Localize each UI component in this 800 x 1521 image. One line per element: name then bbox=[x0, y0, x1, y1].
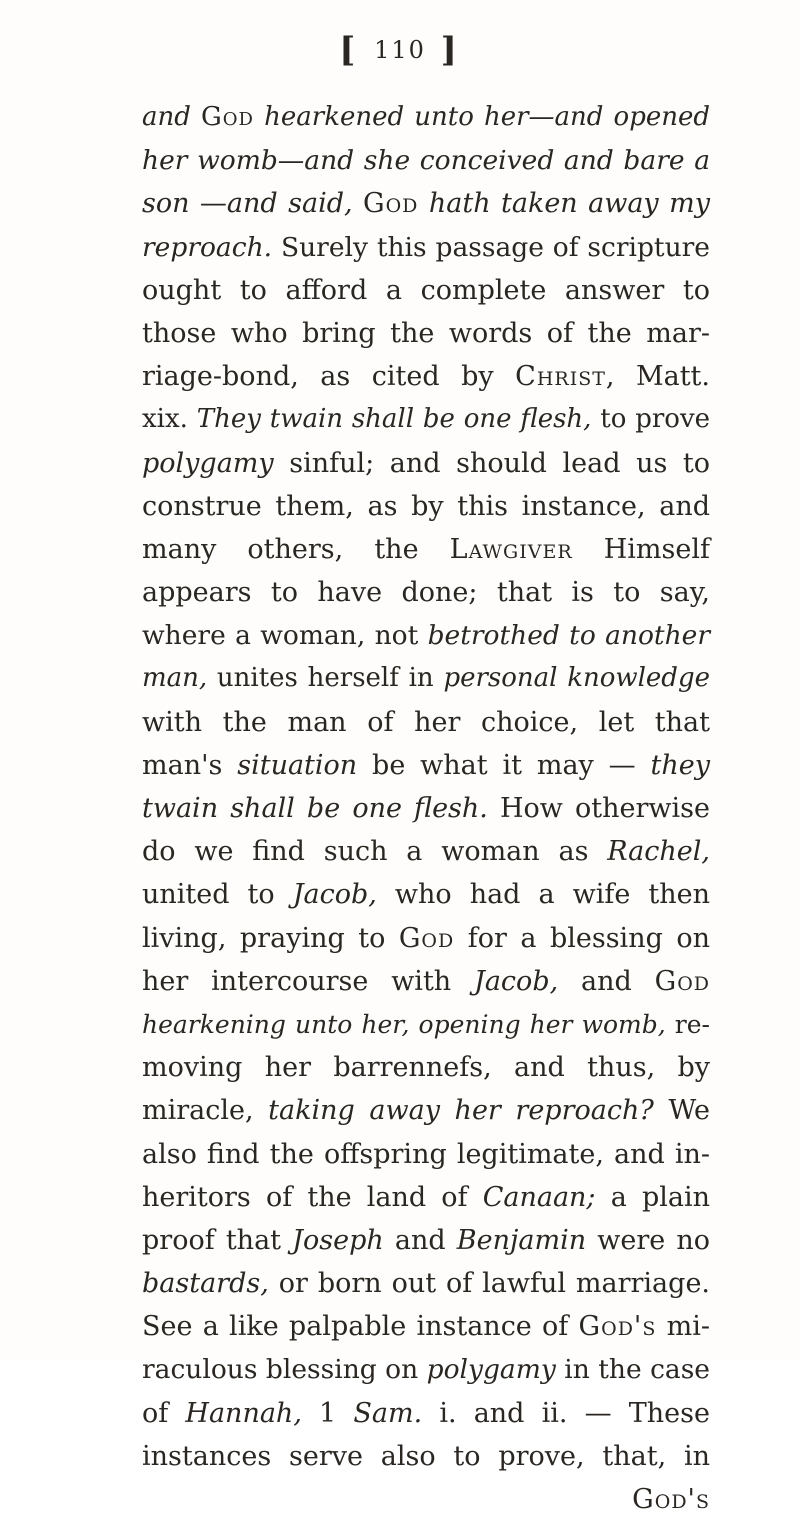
italic-text: Jacob, bbox=[474, 965, 559, 997]
small-caps-text: God bbox=[363, 188, 419, 220]
plain-text: construe them, as by this instance, and bbox=[142, 490, 710, 522]
plain-text: moving her barrennefs, and thus, by bbox=[142, 1052, 710, 1084]
text-line bbox=[142, 1478, 710, 1521]
italic-text: betrothed to another bbox=[427, 620, 710, 652]
italic-text: Canaan; bbox=[482, 1181, 596, 1213]
plain-text: and bbox=[383, 1224, 457, 1256]
text-line bbox=[142, 355, 710, 398]
italic-text: personal knowledge bbox=[443, 663, 710, 694]
plain-text: Himself bbox=[572, 533, 710, 565]
text-line bbox=[142, 528, 710, 571]
text-line bbox=[142, 1133, 710, 1176]
text-line bbox=[142, 657, 710, 700]
text-line bbox=[142, 269, 710, 312]
plain-text: united to bbox=[142, 879, 293, 911]
plain-text: who had a wife then bbox=[376, 879, 710, 911]
text-line bbox=[142, 1089, 710, 1132]
plain-text: also find the offspring legitimate, and in- bbox=[142, 1138, 710, 1170]
plain-text: do we find such a woman as bbox=[142, 836, 608, 868]
small-caps-text: God's bbox=[578, 1311, 657, 1343]
plain-text bbox=[191, 102, 201, 132]
italic-text: son —and said, bbox=[142, 188, 353, 220]
plain-text: heritors of the land of bbox=[142, 1181, 483, 1213]
text-line bbox=[142, 830, 710, 873]
plain-text: her intercourse with bbox=[142, 965, 475, 997]
plain-text: ought to afford a complete answer to bbox=[142, 274, 710, 306]
text-line bbox=[142, 96, 710, 139]
plain-text: a plain bbox=[595, 1181, 710, 1213]
plain-text: , Matt. bbox=[605, 361, 710, 393]
header-close-bracket: ] bbox=[440, 30, 461, 70]
plain-text: riage-bond, as cited by bbox=[142, 361, 516, 393]
italic-text: Jacob, bbox=[292, 879, 377, 911]
text-line bbox=[142, 139, 710, 182]
plain-text: appears to have done; that is to say, bbox=[142, 577, 710, 609]
italic-text: and bbox=[142, 102, 191, 132]
text-line bbox=[142, 1348, 710, 1391]
italic-text: Benjamin bbox=[456, 1224, 587, 1256]
italic-text: they bbox=[650, 749, 710, 781]
plain-text bbox=[418, 188, 428, 219]
italic-text: Sam. bbox=[353, 1397, 423, 1429]
plain-text bbox=[353, 188, 363, 219]
text-line bbox=[142, 614, 710, 657]
text-line bbox=[142, 960, 710, 1003]
plain-text: miracle, bbox=[142, 1095, 269, 1127]
plain-text: and bbox=[558, 965, 655, 997]
text-line bbox=[142, 1046, 710, 1089]
plain-text: i. and ii. — These bbox=[422, 1397, 710, 1429]
plain-text: where a woman, not bbox=[142, 620, 428, 652]
text-line bbox=[142, 571, 710, 614]
text-line bbox=[142, 787, 710, 830]
body-text bbox=[142, 96, 710, 1521]
plain-text: to prove bbox=[591, 404, 711, 435]
text-line bbox=[142, 182, 710, 225]
plain-text: raculous blessing on bbox=[142, 1354, 427, 1386]
text-line bbox=[142, 917, 710, 960]
italic-text: hearkened unto her—and opened bbox=[264, 102, 711, 132]
text-line bbox=[142, 701, 710, 744]
plain-text: sinful; and should lead us to bbox=[273, 447, 710, 479]
plain-text: for a blessing on bbox=[454, 922, 710, 954]
plain-text: of bbox=[142, 1397, 186, 1429]
plain-text: See a like palpable instance of bbox=[142, 1311, 579, 1343]
plain-text: in the case bbox=[555, 1354, 710, 1386]
plain-text: How otherwise bbox=[487, 793, 710, 824]
plain-text: We bbox=[653, 1095, 710, 1127]
page-number: 110 bbox=[374, 36, 426, 64]
page-header bbox=[0, 30, 800, 70]
italic-text: Hannah, bbox=[185, 1397, 302, 1429]
italic-text: taking away her reproach? bbox=[268, 1095, 654, 1127]
plain-text: unites herself in bbox=[207, 663, 444, 694]
plain-text: man's bbox=[142, 749, 238, 781]
text-line bbox=[142, 398, 710, 441]
plain-text: 1 bbox=[301, 1397, 354, 1429]
text-line bbox=[142, 312, 710, 355]
plain-text: be what it may — bbox=[357, 749, 651, 781]
plain-text: proof that bbox=[142, 1224, 293, 1256]
italic-text: polygamy bbox=[426, 1354, 556, 1386]
plain-text: were no bbox=[586, 1224, 710, 1256]
italic-text: Joseph bbox=[292, 1224, 384, 1256]
plain-text: Surely this passage of scripture bbox=[272, 231, 710, 263]
text-line bbox=[142, 1219, 710, 1262]
text-line bbox=[142, 1003, 710, 1046]
small-caps-text: Lawgiver bbox=[449, 533, 573, 565]
plain-text: re- bbox=[665, 1009, 711, 1039]
text-line bbox=[142, 1435, 710, 1478]
plain-text: mi- bbox=[656, 1311, 710, 1343]
italic-text: hath taken away my bbox=[428, 188, 710, 220]
small-caps-text: God bbox=[398, 922, 455, 954]
italic-text: They twain shall be one flesh, bbox=[196, 404, 592, 435]
header-open-bracket: [ bbox=[339, 30, 360, 70]
plain-text: many others, the bbox=[142, 533, 450, 565]
italic-text: bastards, bbox=[142, 1268, 269, 1300]
text-line bbox=[142, 1305, 710, 1348]
plain-text: with the man of her choice, let that bbox=[142, 706, 710, 738]
plain-text: xix. bbox=[142, 404, 197, 435]
italic-text: Rachel, bbox=[607, 836, 710, 868]
small-caps-text: God bbox=[654, 965, 711, 997]
text-line bbox=[142, 744, 710, 787]
italic-text: man, bbox=[142, 663, 208, 694]
text-line bbox=[142, 1392, 710, 1435]
text-line bbox=[142, 226, 710, 269]
text-line bbox=[142, 1262, 710, 1305]
italic-text: situation bbox=[237, 749, 358, 781]
italic-text: twain shall be one flesh. bbox=[142, 793, 488, 824]
text-line bbox=[142, 873, 710, 916]
italic-text: hearkening unto her, opening her womb, bbox=[142, 1009, 666, 1039]
italic-text: her womb—and she conceived and bare a bbox=[142, 145, 710, 177]
plain-text: those who bring the words of the mar- bbox=[142, 317, 710, 349]
text-line bbox=[142, 1176, 710, 1219]
plain-text: living, praying to bbox=[142, 922, 399, 954]
italic-text: polygamy bbox=[142, 447, 274, 479]
text-line bbox=[142, 442, 710, 485]
text-line bbox=[142, 485, 710, 528]
plain-text: or born out of lawful marriage. bbox=[268, 1268, 710, 1300]
small-caps-text: God bbox=[201, 102, 254, 132]
plain-text: instances serve also to prove, that, in bbox=[142, 1440, 710, 1472]
italic-text: reproach. bbox=[142, 231, 273, 263]
small-caps-text: Christ bbox=[515, 361, 606, 393]
small-caps-text: God's bbox=[632, 1484, 710, 1515]
plain-text bbox=[254, 102, 264, 132]
